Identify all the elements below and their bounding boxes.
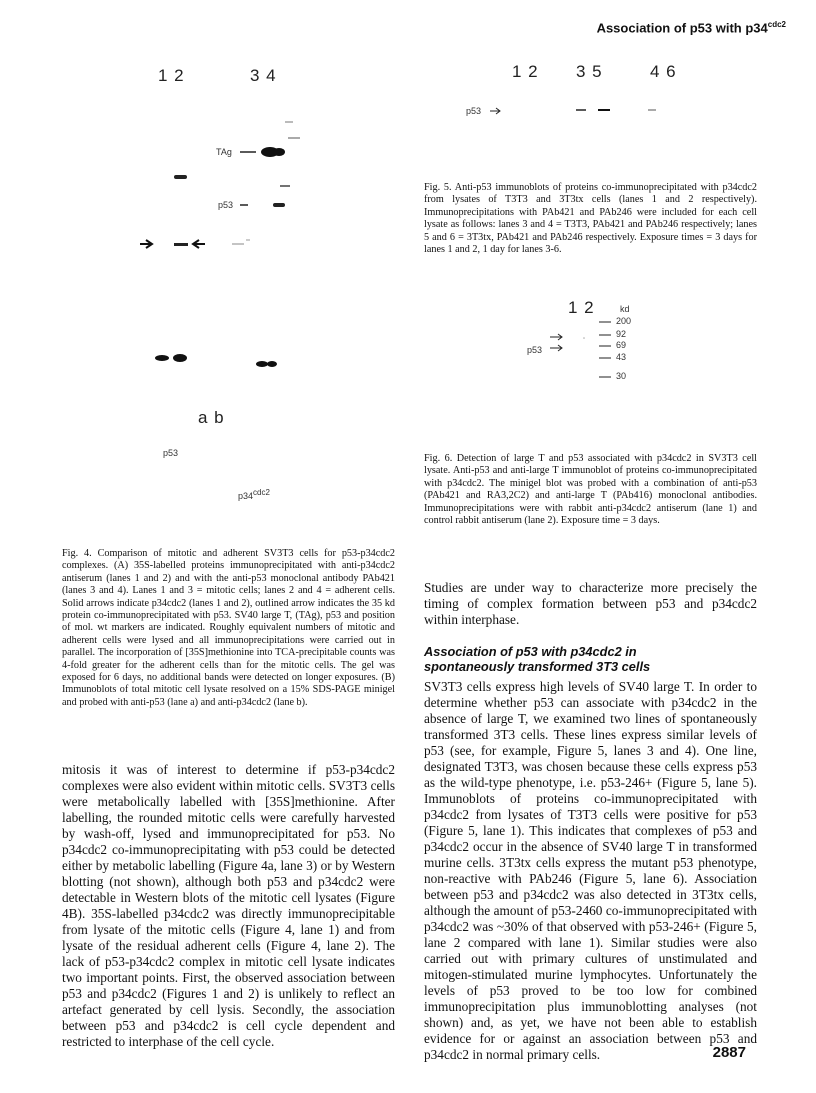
fig5-lanes-3-5: 3 5 (576, 62, 603, 81)
fig4b-p53-label: p53 (163, 448, 179, 458)
page-number: 2887 (712, 1044, 746, 1061)
fig6-marker-69: 69 (616, 340, 627, 350)
fig4-p53-label: p53 (218, 200, 234, 210)
fig6-blot-image (0, 0, 816, 400)
fig4-lanes-right: 3 4 (250, 66, 277, 85)
fig6-marker-200: 200 (616, 316, 632, 326)
fig4-caption: Fig. 4. Comparison of mitotic and adherent SV3T3 cells for p53-p34cdc2 complexes. (A) 35S-labelled proteins immunoprecipitated with anti-p34cdc2 antiserum (lanes 1 and 2) and with the anti-p53 monoclonal antibody PAb421 (lanes 3 and 4). Lanes 1 and 3 = mitotic cells; lanes 2 and 4 = adherent cells. Solid arrows indicate p34cdc2 (lanes 1 and 2), outlined arrow indicates the 35 kd protein co-immunoprecipitated with p53. SV40 large T, (TAg), p53 and position of mol. wt markers are indicated. Roughly equivalent numbers of mitotic and adherent cells were lysed and all immunoprecipitations were carried out in parallel. The incorporation of [35S]methionine into TCA-precipitable counts was 4-fold greater for the adherent cells than for the mitotic cells. The gel was exposed for 6 days, no additional bands were detected on longer exposures. (B) Immunoblots of total mitotic cell lysate resolved on a 15% SDS-PAGE minigel and probed with anti-p53 (lane a) and anti-p34cdc2 (lane b). (62, 548, 395, 708)
fig6-kd-label: kd (620, 304, 630, 314)
fig4b-lanes: a b (198, 408, 225, 427)
fig6-lanes: 1 2 (568, 298, 595, 317)
left-column-text: mitosis it was of interest to determine if p53-p34cdc2 complexes were also evident within mitotic cells. SV3T3 cells were metabolically labelled with [35S]methionine. After labelling, the rounded mitotic cells were carefully harvested by wash-off, lysed and immunoprecipitated for p53. No p34cdc2 co-immunoprecipitating with p53 could be detected either by metabolic labelling (Figure 4a, lane 3) or by Western blotting (not shown), although both p53 and p34cdc2 were detectable in Western blots of the mitotic cell lysates (Figure 4B). 35S-labelled p34cdc2 was directly immunoprecipitable from lysate of the mitotic cells (Figure 4, lane 1) and from lysate of the residual adherent cells (Figure 4, lane 2). The lack of p53-p34cdc2 complex in mitotic cell lysate indicates two important points. First, the observed association between p53 and p34cdc2 (Figures 1 and 2) is unlikely to reflect an artefact generated by cell lysis. Secondly, the association between p53 and p34cdc2 is cell cycle dependent and restricted to interphase of the cell cycle. (62, 762, 395, 1049)
section-heading: Association of p53 with p34cdc2 in spontaneously transformed 3T3 cells (424, 644, 651, 674)
fig6-faint-band (583, 337, 585, 339)
fig4b-p34-label (238, 488, 270, 501)
fig5-caption: Fig. 5. Anti-p53 immunoblots of proteins co-immunoprecipitated with p34cdc2 from lysates of T3T3 and 3T3tx cells (lanes 1 and 2 respectively). Immunoprecipitations with PAb421 and PAb246 were included for each cell lysate as follows: lanes 3 and 4 = T3T3, PAb421 and PAb246 respectively; lanes 5 and 6 = 3T3tx, PAb421 and PAb246 respectively. Exposure times = 3 days for lanes 1 and 2, 1 day for lanes 3-6. (424, 182, 757, 256)
right-column-intro-text: Studies are under way to characterize more precisely the timing of complex formation between p53 and p34cdc2 within interphase. (424, 580, 757, 627)
fig4-lanes-left: 1 2 (158, 66, 185, 85)
fig6-arrow-large-t (550, 334, 562, 340)
fig6-arrow-p53 (550, 345, 562, 351)
fig4b-p34-sup: cdc2 (253, 488, 270, 497)
running-title: Association of p53 with p34 (596, 20, 768, 36)
fig5-p53-label: p53 (466, 106, 482, 116)
fig6-caption: Fig. 6. Detection of large T and p53 associated with p34cdc2 in SV3T3 cell lysate. Anti-p53 and anti-large T immunoblot of proteins co-immunoprecipitated with p34cdc2. The minigel blot was probed with a combination of anti-p53 (PAb421 and RA3,2C2) and anti-large T (PAb416) monoclonal antibodies. Immunoprecipitations were with rabbit anti-p34cdc2 antiserum (lane 1) and control rabbit antiserum (lane 2). Exposure time = 3 days. (424, 453, 757, 527)
fig6-p53-label: p53 (527, 345, 543, 355)
fig6-marker-92: 92 (616, 329, 627, 339)
fig6-marker-43: 43 (616, 352, 627, 362)
fig4-tag-label: TAg (216, 147, 232, 157)
fig4b-p34-text: p34 (238, 491, 254, 501)
fig6-marker-30: 30 (616, 371, 627, 381)
right-column-main-text: SV3T3 cells express high levels of SV40 large T. In order to determine whether p53 can associate with p34cdc2 in the absence of large T, we examined two lines of spontaneously transformed 3T3 cells. These lines express similar levels of p53 (see, for example, Figure 5, lanes 3 and 4). One line, designated T3T3, was chosen because these cells express p53 as the wild-type phenotype, i.e. p53-246+ (Figure 5, lane 5). Immunoblots of proteins co-immunoprecipitated with p34cdc2 from lysates of T3T3 cells were positive for p53 (Figure 5, lane 1). This indicates that complexes of p53 and p34cdc2 occur in the absence of SV40 large T in transformed murine cells. 3T3tx cells express the mutant p53 phenotype, non-reactive with PAb246 (Figure 5, lane 6). Association between p53 and p34cdc2 was also detected in 3T3tx cells, although the amount of p53-2460 co-immunoprecipitated with p34cdc2 was ~30% of that observed with p53-246+ (Figure 5, lane 2 compared with lane 1). Similar studies were also carried out with primary cultures of unstimulated and mitogen-stimulated murine lymphocytes. Unfortunately the levels of p53 proved to be too low for combined immunoprecipitation plus immunoblotting analyses (not shown) and, as yet, we have not been able to establish evidence for or against an association between p53 and p34cdc2 in normal primary cells. (424, 679, 757, 1062)
running-title-sup: cdc2 (767, 20, 786, 29)
fig5-lanes-1-2: 1 2 (512, 62, 539, 81)
fig5-lanes-4-6: 4 6 (650, 62, 677, 81)
